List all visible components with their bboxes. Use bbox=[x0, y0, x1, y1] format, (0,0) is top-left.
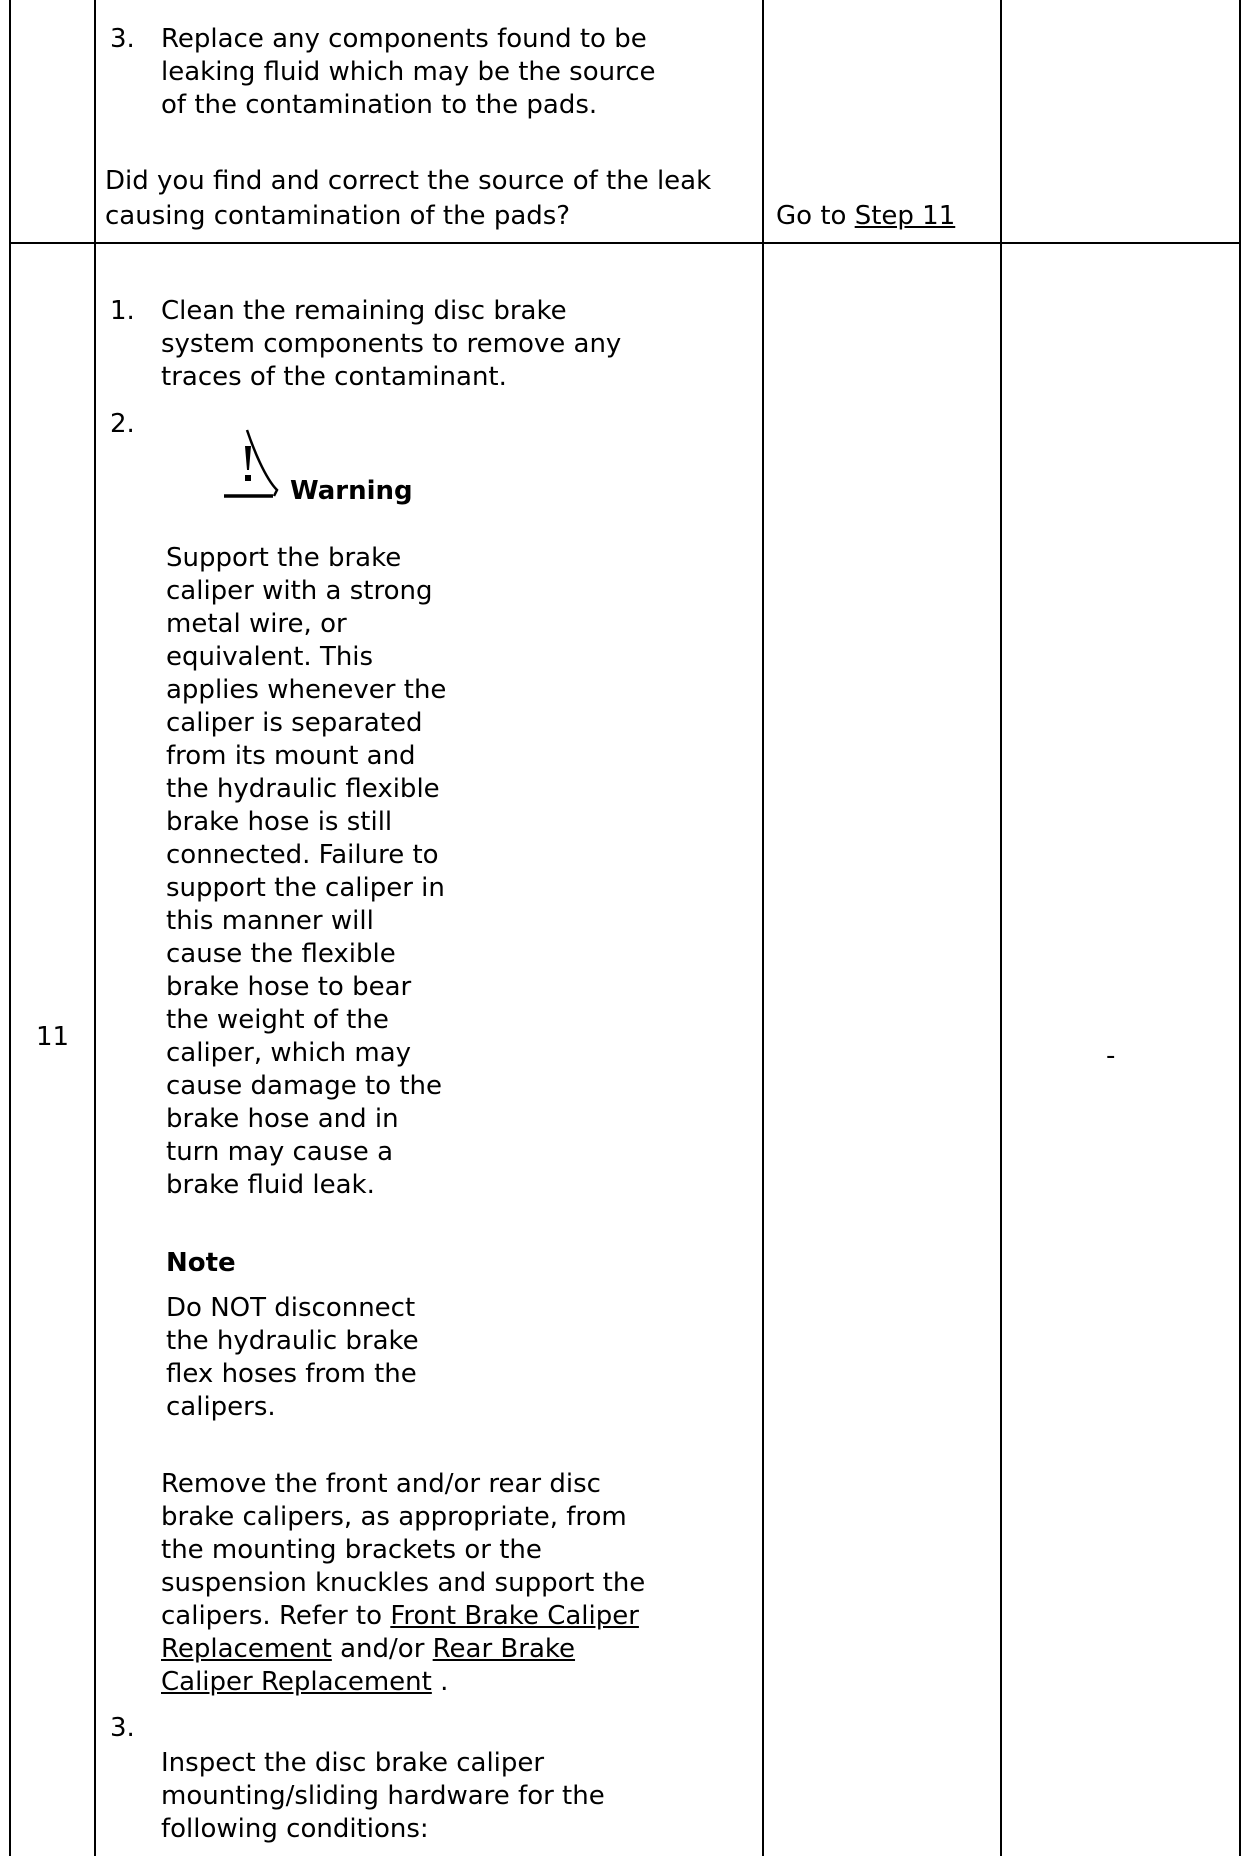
warning-line: cause the flexible bbox=[166, 939, 396, 969]
warning-line: caliper with a strong bbox=[166, 576, 433, 606]
warning-line: brake hose and in bbox=[166, 1104, 399, 1134]
note-title: Note bbox=[166, 1248, 236, 1278]
warning-line: caliper, which may bbox=[166, 1038, 412, 1068]
remove-text: . bbox=[431, 1667, 449, 1697]
front-brake-caliper-link[interactable]: Front Brake Caliper bbox=[390, 1601, 639, 1631]
remove-text: calipers. Refer to bbox=[161, 1601, 391, 1631]
warning-line: this manner will bbox=[166, 906, 374, 936]
warning-line: applies whenever the bbox=[166, 675, 447, 705]
row10-question-line: Did you find and correct the source of the leak bbox=[105, 166, 712, 196]
warning-line: the weight of the bbox=[166, 1005, 389, 1035]
no-result-value: - bbox=[1106, 1041, 1116, 1071]
step-11-link[interactable]: Step 11 bbox=[854, 201, 956, 231]
remove-line bbox=[161, 1666, 448, 1700]
remove-line bbox=[161, 1600, 639, 1634]
warning-line: support the caliper in bbox=[166, 873, 445, 903]
warning-line: equivalent. This bbox=[166, 642, 374, 672]
rear-brake-caliper-link[interactable]: Rear Brake bbox=[432, 1634, 576, 1664]
remove-text: and/or bbox=[331, 1634, 433, 1664]
warning-line: caliper is separated bbox=[166, 708, 423, 738]
warning-icon bbox=[221, 428, 281, 502]
row10-item3-number: 3. bbox=[110, 24, 135, 54]
note-line: the hydraulic brake bbox=[166, 1326, 419, 1356]
warning-line: brake hose is still bbox=[166, 807, 393, 837]
warning-line: metal wire, or bbox=[166, 609, 347, 639]
row11-item3-line: following conditions: bbox=[161, 1814, 429, 1844]
row10-item3-line: leaking fluid which may be the source bbox=[161, 57, 656, 87]
warning-line: from its mount and bbox=[166, 741, 416, 771]
note-line: flex hoses from the bbox=[166, 1359, 417, 1389]
warning-line: cause damage to the bbox=[166, 1071, 443, 1101]
rear-brake-caliper-link[interactable]: Caliper Replacement bbox=[161, 1667, 432, 1697]
row11-item3-line: mounting/sliding hardware for the bbox=[161, 1781, 605, 1811]
row10-yes-cell bbox=[776, 200, 955, 234]
warning-title: Warning bbox=[290, 476, 413, 506]
row11-item2-number: 2. bbox=[110, 409, 135, 439]
row11-item1-line: Clean the remaining disc brake bbox=[161, 296, 567, 326]
row10-question-line: causing contamination of the pads? bbox=[105, 201, 571, 231]
front-brake-caliper-link[interactable]: Replacement bbox=[161, 1634, 332, 1664]
note-line: Do NOT disconnect bbox=[166, 1293, 416, 1323]
remove-line: suspension knuckles and support the bbox=[161, 1568, 646, 1598]
warning-line: brake hose to bear bbox=[166, 972, 412, 1002]
row-divider bbox=[9, 242, 1241, 244]
row11-item3-number: 3. bbox=[110, 1713, 135, 1743]
row10-yes-prefix: Go to bbox=[776, 201, 855, 231]
row11-item3-line: Inspect the disc brake caliper bbox=[161, 1748, 545, 1778]
row10-item3-line: Replace any components found to be bbox=[161, 24, 647, 54]
warning-line: brake fluid leak. bbox=[166, 1170, 375, 1200]
table-border-left bbox=[9, 0, 11, 1856]
column-divider-step bbox=[94, 0, 96, 1856]
remove-line: Remove the front and/or rear disc bbox=[161, 1469, 601, 1499]
row10-item3-line: of the contamination to the pads. bbox=[161, 90, 598, 120]
warning-line: Support the brake bbox=[166, 543, 402, 573]
warning-line: turn may cause a bbox=[166, 1137, 394, 1167]
warning-line: connected. Failure to bbox=[166, 840, 439, 870]
column-divider-yes bbox=[1000, 0, 1002, 1856]
column-divider-action bbox=[762, 0, 764, 1856]
row11-item1-number: 1. bbox=[110, 296, 135, 326]
remove-line: brake calipers, as appropriate, from bbox=[161, 1502, 627, 1532]
step-number: 11 bbox=[36, 1022, 70, 1052]
table-border-right bbox=[1239, 0, 1241, 1856]
remove-line: the mounting brackets or the bbox=[161, 1535, 542, 1565]
row11-item1-line: system components to remove any bbox=[161, 329, 622, 359]
row11-item1-line: traces of the contaminant. bbox=[161, 362, 507, 392]
remove-line bbox=[161, 1633, 575, 1667]
warning-line: the hydraulic flexible bbox=[166, 774, 440, 804]
note-line: calipers. bbox=[166, 1392, 276, 1422]
